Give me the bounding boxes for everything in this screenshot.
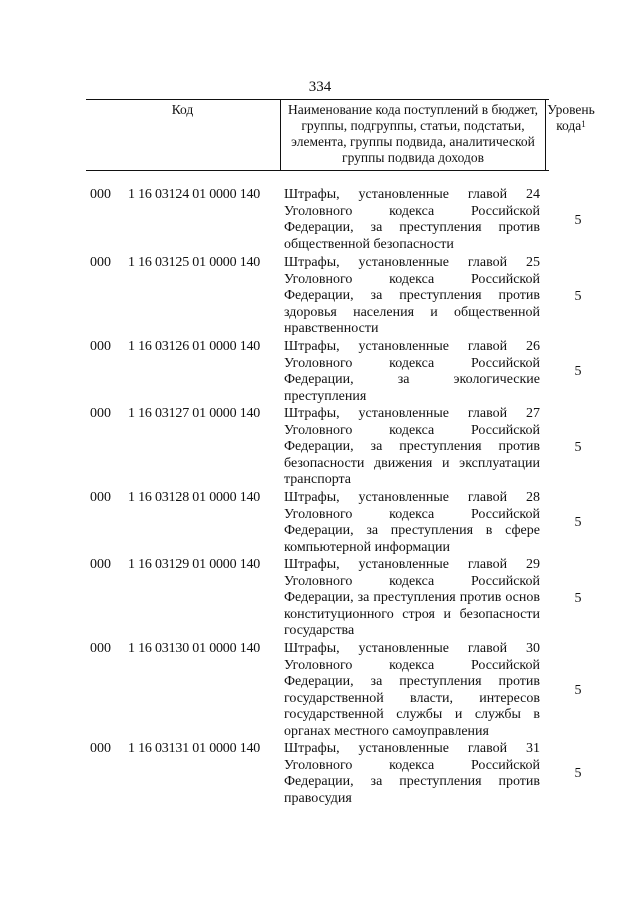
row-revenue-code: 1 16 03124 01 0000 140	[128, 187, 261, 202]
row-name: Штрафы, установленные главой 27 Уголовного кодекса Российской Федерации, за преступления против безопасности движения и эксплуатации транспорта	[284, 406, 540, 487]
row-name: Штрафы, установленные главой 29 Уголовного кодекса Российской Федерации, за преступления против основ конституционного строя и безопасности государства	[284, 557, 540, 638]
row-level: 5	[574, 440, 582, 455]
header-name: Наименование кода поступлений в бюджет, группы, подгруппы, статьи, подстатьи, элемента, группы подвида, аналитической группы подвида доходов	[280, 100, 546, 170]
row-admin-code: 000	[90, 406, 111, 421]
row-level: 5	[574, 766, 582, 781]
row-level: 5	[574, 515, 582, 530]
header-code: Код	[171, 102, 194, 117]
row-revenue-code: 1 16 03131 01 0000 140	[128, 741, 261, 756]
table-header	[86, 99, 595, 171]
row-revenue-code: 1 16 03127 01 0000 140	[128, 406, 261, 421]
header-level-label: Уровень кода	[547, 102, 595, 133]
row-admin-code: 000	[90, 187, 111, 202]
row-name: Штрафы, установленные главой 26 Уголовного кодекса Российской Федерации, за экологические преступления	[284, 339, 540, 404]
row-level: 5	[574, 364, 582, 379]
row-admin-code: 000	[90, 641, 111, 656]
row-revenue-code: 1 16 03126 01 0000 140	[128, 339, 261, 354]
row-name: Штрафы, установленные главой 25 Уголовного кодекса Российской Федерации, за преступления против здоровья населения и общественной нравственности	[284, 255, 540, 336]
row-admin-code: 000	[90, 741, 111, 756]
row-revenue-code: 1 16 03128 01 0000 140	[128, 490, 261, 505]
row-level: 5	[574, 289, 582, 304]
row-name: Штрафы, установленные главой 31 Уголовного кодекса Российской Федерации, за преступления против правосудия	[284, 741, 540, 806]
header-level	[545, 100, 597, 170]
page-number: 334	[308, 79, 332, 95]
row-revenue-code: 1 16 03125 01 0000 140	[128, 255, 261, 270]
row-level: 5	[574, 213, 582, 228]
row-level: 5	[574, 591, 582, 606]
row-admin-code: 000	[90, 557, 111, 572]
row-revenue-code: 1 16 03129 01 0000 140	[128, 557, 261, 572]
row-revenue-code: 1 16 03130 01 0000 140	[128, 641, 261, 656]
row-name: Штрафы, установленные главой 30 Уголовного кодекса Российской Федерации, за преступления против государственной власти, интересов государственной службы и службы в органах местного самоуправления	[284, 641, 540, 739]
row-admin-code: 000	[90, 339, 111, 354]
row-name: Штрафы, установленные главой 24 Уголовного кодекса Российской Федерации, за преступления против общественной безопасности	[284, 187, 540, 252]
row-admin-code: 000	[90, 255, 111, 270]
header-level-footnote: 1	[581, 119, 586, 129]
row-level: 5	[574, 683, 582, 698]
row-admin-code: 000	[90, 490, 111, 505]
row-name: Штрафы, установленные главой 28 Уголовного кодекса Российской Федерации, за преступления в сфере компьютерной информации	[284, 490, 540, 555]
